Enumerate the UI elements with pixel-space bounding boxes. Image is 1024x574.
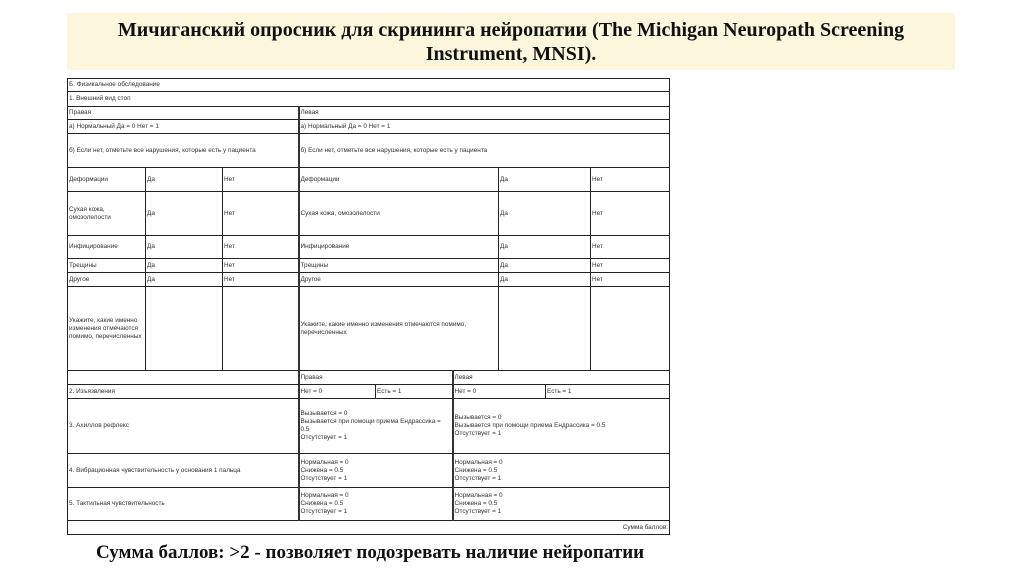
yes-cell[interactable]: Есть = 1 <box>546 385 670 399</box>
no-cell[interactable]: Нет <box>223 168 299 192</box>
table-row <box>68 488 670 521</box>
question-3: 3. Ахиллов рефлекс <box>68 399 299 454</box>
right-label: Правая <box>299 371 453 385</box>
yes-cell[interactable]: Да <box>146 168 223 192</box>
no-cell[interactable]: Нет <box>223 259 299 273</box>
no-cell[interactable]: Нет <box>591 259 670 273</box>
tactile-right[interactable] <box>299 488 453 521</box>
yes-cell[interactable]: Да <box>499 236 591 259</box>
yes-cell[interactable]: Да <box>146 273 223 287</box>
option: Нормальная = 0 <box>454 458 503 466</box>
no-cell[interactable]: Нет <box>591 273 670 287</box>
no-cell[interactable]: Нет <box>591 236 670 259</box>
mnsi-form-table <box>67 78 670 535</box>
answer-cell[interactable] <box>591 287 670 371</box>
option: Вызывается при помощи приема Ендрассика = 0.5 <box>454 422 606 429</box>
ifnot-left: б) Если нет, отметьте все нарушения, которые есть у пациента <box>299 134 670 168</box>
option: Отсутствует = 1 <box>300 474 348 482</box>
ifnot-right: б) Если нет, отметьте все нарушения, которые есть у пациента <box>68 134 299 168</box>
table-row <box>68 192 670 236</box>
option: Отсутствует = 1 <box>454 508 502 515</box>
normal-left: а) Нормальный Да = 0 Нет = 1 <box>299 120 670 134</box>
option: Отсутствует = 1 <box>454 474 502 482</box>
option: Нормальная = 0 <box>454 492 503 499</box>
vibration-right[interactable] <box>299 454 453 488</box>
no-cell[interactable]: Нет <box>223 236 299 259</box>
row-label: Трещины <box>299 259 499 273</box>
no-cell[interactable]: Нет <box>591 168 670 192</box>
option: Снижена = 0.5 <box>300 466 344 474</box>
option: Снижена = 0.5 <box>454 500 498 507</box>
answer-cell[interactable] <box>223 287 299 371</box>
table-row <box>68 168 670 192</box>
option: Вызывается = 0 <box>454 414 502 421</box>
left-label: Левая <box>453 371 670 385</box>
row-label: Сухая кожа, омозолелости <box>68 192 146 236</box>
answer-cell[interactable] <box>499 287 591 371</box>
yes-cell[interactable]: Да <box>146 236 223 259</box>
no-cell[interactable]: Нет = 0 <box>299 385 376 399</box>
no-cell[interactable]: Нет <box>223 273 299 287</box>
yes-cell[interactable]: Есть = 1 <box>376 385 453 399</box>
no-cell[interactable]: Нет <box>223 192 299 236</box>
yes-cell[interactable]: Да <box>146 192 223 236</box>
table-row <box>68 273 670 287</box>
right-label: Правая <box>68 107 299 120</box>
option: Нормальная = 0 <box>300 492 349 499</box>
table-row <box>68 385 670 399</box>
question-1: 1. Внешний вид стоп <box>68 92 670 107</box>
answer-cell[interactable] <box>146 287 223 371</box>
slide-title: Мичиганский опросник для скрининга нейропатии (The Michigan Neuropath Screening Instrument, MNSI). <box>67 13 955 70</box>
row-label: Трещины <box>68 259 146 273</box>
option: Отсутствует = 1 <box>300 434 348 441</box>
footer-note: Сумма баллов: >2 - позволяет подозревать наличие нейропатии <box>96 542 645 563</box>
reflex-left[interactable] <box>453 399 670 454</box>
row-label: Деформации <box>299 168 499 192</box>
left-label: Левая <box>299 107 670 120</box>
question-5: 5. Тактильная чувствительность <box>68 488 299 521</box>
row-label: Деформации <box>68 168 146 192</box>
row-label: Инфицирование <box>299 236 499 259</box>
table-row <box>68 399 670 454</box>
tactile-left[interactable] <box>453 488 670 521</box>
yes-cell[interactable]: Да <box>146 259 223 273</box>
row-label: Укажите, какие именно изменения отмечаются помимо, перечисленных <box>68 287 146 371</box>
row-label: Укажите, какие именно изменения отмечаются помимо, перечисленных <box>299 287 499 371</box>
row-label: Другое <box>299 273 499 287</box>
table-row <box>68 287 670 371</box>
no-cell[interactable]: Нет <box>591 192 670 236</box>
question-4: 4. Вибрационная чувствительность у основания 1 пальца <box>68 454 299 488</box>
yes-cell[interactable]: Да <box>499 273 591 287</box>
yes-cell[interactable]: Да <box>499 192 591 236</box>
table-row <box>68 259 670 273</box>
empty-cell <box>68 371 299 385</box>
row-label: Другое <box>68 273 146 287</box>
option: Отсутствует = 1 <box>300 508 348 515</box>
row-label: Сухая кожа, омозолелости <box>299 192 499 236</box>
reflex-right[interactable] <box>299 399 453 454</box>
option: Отсутствует = 1 <box>454 430 502 437</box>
vibration-left[interactable] <box>453 454 670 488</box>
row-label: Инфицирование <box>68 236 146 259</box>
yes-cell[interactable]: Да <box>499 259 591 273</box>
option: Снижена = 0.5 <box>300 500 344 507</box>
question-2: 2. Изъязвления <box>68 385 299 399</box>
option: Нормальная = 0 <box>300 458 349 466</box>
total-score: Сумма баллов: <box>68 521 670 535</box>
table-row <box>68 236 670 259</box>
option: Вызывается = 0 <box>300 410 348 417</box>
table-row <box>68 454 670 488</box>
yes-cell[interactable]: Да <box>499 168 591 192</box>
section-heading: Б. Физикальное обследование <box>68 79 670 92</box>
option: Снижена = 0.5 <box>454 466 498 474</box>
normal-right: а) Нормальный Да = 0 Нет = 1 <box>68 120 299 134</box>
option: Вызывается при помощи приема Ендрассика = 0.5 <box>300 418 441 433</box>
no-cell[interactable]: Нет = 0 <box>453 385 546 399</box>
